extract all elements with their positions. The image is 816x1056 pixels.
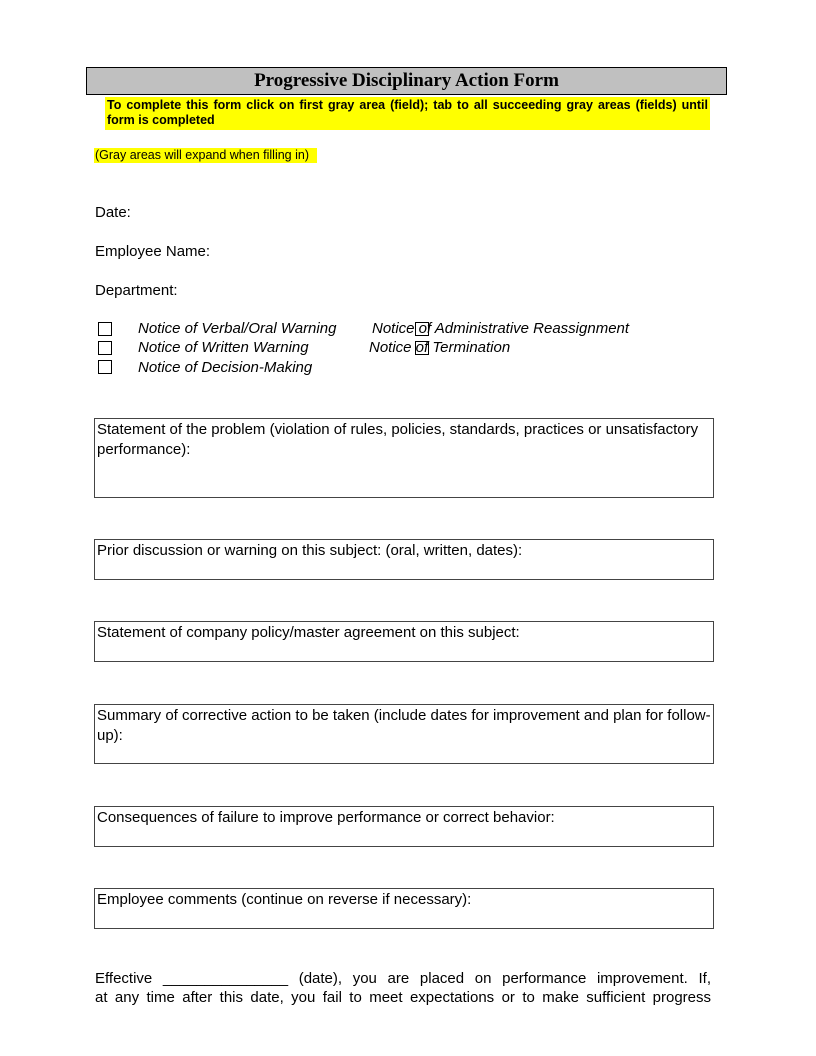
problem-statement-label: Statement of the problem (violation of rules, policies, standards, practices or unsatisfactory performance): [97,421,699,458]
date-label: Date: [95,204,131,221]
prior-discussion-label: Prior discussion or warning on this subject: (oral, written, dates): [97,542,523,559]
prior-discussion-box[interactable] [94,539,714,580]
termination-checkbox[interactable] [415,341,429,355]
verbal-warning-label: Notice of Verbal/Oral Warning [138,320,337,337]
termination-label: Notice of Termination [369,339,511,356]
effective-paragraph [95,969,711,1007]
corrective-action-box[interactable] [94,704,714,764]
decision-making-label: Notice of Decision-Making [138,359,313,376]
employee-comments-label: Employee comments (continue on reverse if necessary): [97,891,472,908]
problem-statement-box[interactable] [94,418,714,498]
written-warning-label: Notice of Written Warning [138,339,309,356]
department-field[interactable] [95,282,178,299]
form-title-text: Progressive Disciplinary Action Form [254,70,559,91]
verbal-warning-checkbox[interactable] [98,322,112,336]
decision-making-checkbox[interactable] [98,360,112,374]
company-policy-box[interactable] [94,621,714,662]
reassignment-checkbox[interactable] [415,322,429,336]
written-warning-checkbox[interactable] [98,341,112,355]
employee-comments-box[interactable] [94,888,714,929]
employee-name-field[interactable] [95,243,210,260]
corrective-action-label: Summary of corrective action to be taken (include dates for improvement and plan for follow-up): [97,707,711,744]
date-field[interactable] [95,204,131,221]
gray-areas-note: (Gray areas will expand when filling in) [94,148,317,163]
consequences-label: Consequences of failure to improve performance or correct behavior: [97,809,555,826]
form-title [86,67,727,95]
company-policy-label: Statement of company policy/master agreement on this subject: [97,624,520,641]
department-label: Department: [95,282,178,299]
employee-name-label: Employee Name: [95,243,211,260]
reassignment-label: Notice of Administrative Reassignment [372,320,630,337]
instructions-banner: To complete this form click on first gray area (field); tab to all succeeding gray areas (fields) until form is completed [105,97,710,130]
effective-line-2: at any time after this date, you fail to meet expectations or to make sufficient progress [95,989,711,1006]
effective-line-1: Effective _______________ (date), you are placed on performance improvement. If, [95,970,711,987]
consequences-box[interactable] [94,806,714,847]
